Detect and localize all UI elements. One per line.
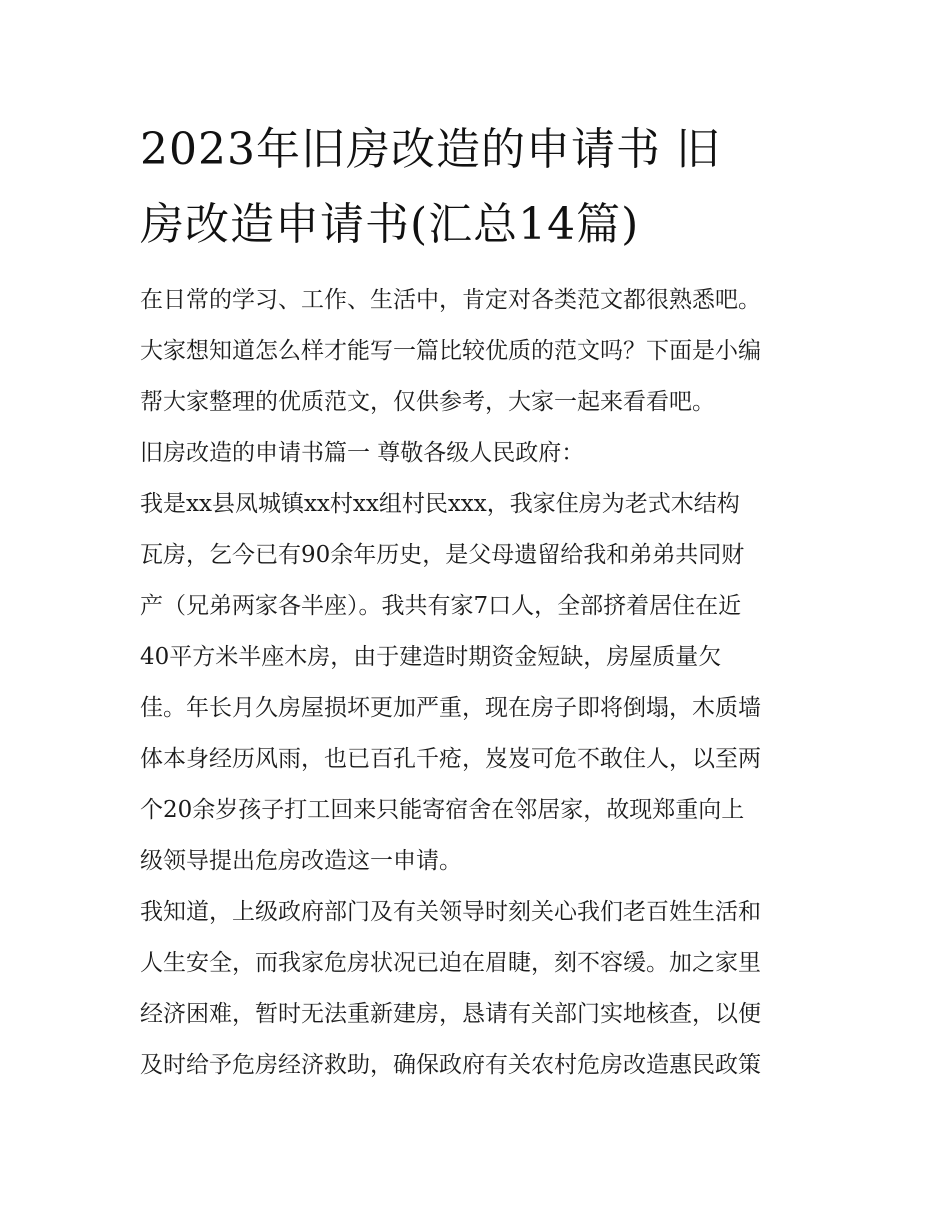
title-line-2: 房改造申请书(汇总14篇)	[140, 199, 640, 250]
body-line: 我知道，上级政府部门及有关领导时刻关心我们老百姓生活和	[140, 899, 761, 925]
body-line: 帮大家整理的优质范文，仅供参考，大家一起来看看吧。	[140, 389, 715, 415]
body-line: 级领导提出危房改造这一申请。	[140, 848, 462, 874]
body-line: 大家想知道怎么样才能写一篇比较优质的范文吗？下面是小编	[140, 338, 761, 364]
body-line: 个20余岁孩子打工回来只能寄宿舍在邻居家，故现郑重向上	[140, 797, 745, 823]
body-line: 及时给予危房经济救助，确保政府有关农村危房改造惠民政策	[140, 1052, 761, 1078]
body-line: 佳。年长月久房屋损坏更加严重，现在房子即将倒塌，木质墙	[140, 695, 761, 721]
body-line: 体本身经历风雨，也已百孔千疮，岌岌可危不敢住人，以至两	[140, 746, 761, 772]
body-line: 产（兄弟两家各半座）。我共有家7口人，全部挤着居住在近	[140, 593, 742, 619]
body-line: 经济困难，暂时无法重新建房，恳请有关部门实地核查，以便	[140, 1001, 761, 1027]
body-line: 人生安全，而我家危房状况已迫在眉睫，刻不容缓。加之家里	[140, 950, 761, 976]
body-line: 在日常的学习、工作、生活中，肯定对各类范文都很熟悉吧。	[140, 287, 761, 313]
body-line: 40平方米半座木房，由于建造时期资金短缺，房屋质量欠	[140, 644, 722, 670]
body-line: 我是xx县凤城镇xx村xx组村民xxx，我家住房为老式木结构	[140, 491, 740, 517]
document-body	[140, 275, 820, 1091]
document-title	[140, 112, 820, 262]
title-line-1: 2023年旧房改造的申请书 旧	[140, 124, 721, 175]
section-heading: 旧房改造的申请书篇一 尊敬各级人民政府：	[140, 440, 585, 466]
body-line: 瓦房，乞今已有90余年历史，是父母遗留给我和弟弟共同财	[140, 542, 745, 568]
